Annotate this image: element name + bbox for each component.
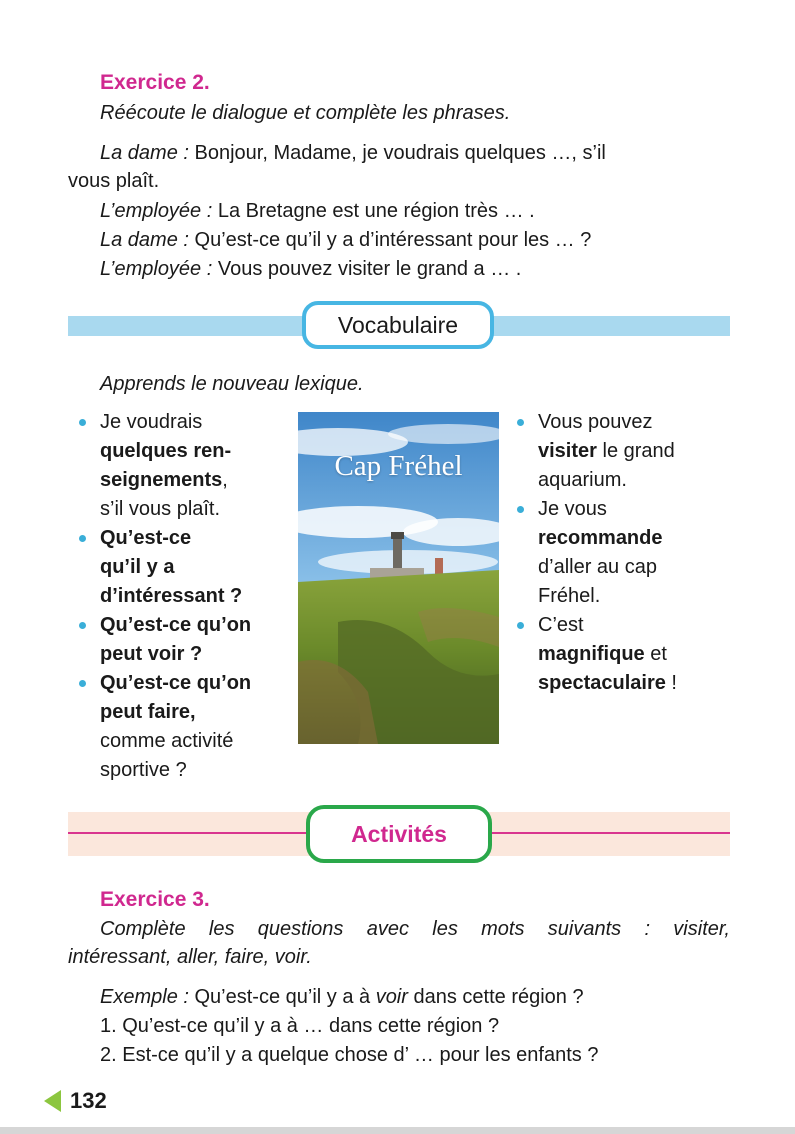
dialogue-text: Qu’est-ce qu’il y a d’intéressant pour les … ?	[188, 229, 592, 251]
dialogue-text: vous plaît.	[68, 170, 160, 192]
list-item: C’est	[514, 611, 677, 640]
page-arrow-icon	[44, 1090, 61, 1112]
list-item: Je voudrais	[76, 408, 251, 437]
exercise-2-instruction: Réécoute le dialogue et complète les phrases.	[100, 102, 511, 124]
exercise-3-instruction-line-2: intéressant, aller, faire, voir.	[68, 946, 312, 968]
list-item: qu’il y a	[100, 556, 175, 578]
list-item: Qu’est-ce	[76, 524, 251, 553]
bullet-icon	[79, 535, 86, 542]
list-item: Qu’est-ce qu’on	[76, 669, 251, 698]
list-item: recommande	[538, 527, 663, 549]
exercise-2-title: Exercice 2.	[100, 71, 210, 94]
page-number: 132	[70, 1088, 107, 1113]
list-item: sportive ?	[100, 759, 187, 781]
speaker-label: L’employée :	[100, 258, 213, 280]
list-item: peut voir ?	[100, 643, 203, 665]
bullet-icon	[79, 622, 86, 629]
list-item: d’intéressant ?	[100, 585, 243, 607]
list-item: s’il vous plaît.	[100, 498, 221, 520]
list-item: Qu’est-ce qu’on	[76, 611, 251, 640]
dialogue-line	[68, 167, 159, 196]
speaker-label: L’employée :	[100, 200, 213, 222]
dialogue-text: La Bretagne est une région très … .	[212, 200, 535, 222]
list-item: spectaculaire !	[538, 672, 677, 694]
speaker-label: La dame :	[100, 142, 189, 164]
exercise-3-instruction-line-1: Complète les questions avec les mots suivants : visiter,	[100, 918, 730, 940]
example-keyword: voir	[375, 986, 408, 1008]
dialogue-line	[100, 255, 521, 284]
dialogue-line	[100, 226, 591, 255]
list-item: comme activité	[100, 730, 234, 752]
vocabulary-list-left	[76, 408, 251, 785]
list-item: aquarium.	[538, 469, 627, 491]
example-label: Exemple :	[100, 986, 189, 1008]
list-item: d’aller au cap	[538, 556, 657, 578]
footer-bar	[0, 1127, 795, 1134]
exercise-3-item: 1. Qu’est-ce qu’il y a à … dans cette région ?	[100, 1015, 500, 1037]
vocabulary-instruction: Apprends le nouveau lexique.	[100, 373, 364, 395]
dialogue-text: Vous pouvez visiter le grand a … .	[212, 258, 522, 280]
cap-frehel-photo	[298, 412, 499, 744]
list-item: quelques ren-	[100, 440, 232, 462]
list-item: visiter le grand	[538, 440, 675, 462]
exercise-3-example: Exemple : Qu’est-ce qu’il y a à voir dans cette région ?	[100, 986, 584, 1008]
list-item: peut faire,	[100, 701, 196, 723]
dialogue-line	[100, 139, 730, 168]
list-item: magnifique et	[538, 643, 667, 665]
exercise-3-item: 2. Est-ce qu’il y a quelque chose d’ … pour les enfants ?	[100, 1044, 599, 1066]
bullet-icon	[79, 680, 86, 687]
list-item: Je vous	[514, 495, 677, 524]
vocabulary-heading: Vocabulaire	[302, 301, 494, 349]
bullet-icon	[517, 419, 524, 426]
vocabulary-list-right	[514, 408, 677, 698]
list-item: Vous pouvez	[514, 408, 677, 437]
speaker-label: La dame :	[100, 229, 189, 251]
activities-heading: Activités	[306, 805, 492, 863]
list-item: seignements,	[100, 469, 228, 491]
exercise-3-title: Exercice 3.	[100, 888, 210, 911]
bullet-icon	[517, 506, 524, 513]
dialogue-text: Bonjour, Madame, je voudrais quelques …, s’il	[188, 142, 606, 164]
bullet-icon	[79, 419, 86, 426]
photo-caption: Cap Fréhel	[334, 450, 463, 482]
list-item: Fréhel.	[538, 585, 601, 607]
bullet-icon	[517, 622, 524, 629]
dialogue-line	[100, 197, 535, 226]
